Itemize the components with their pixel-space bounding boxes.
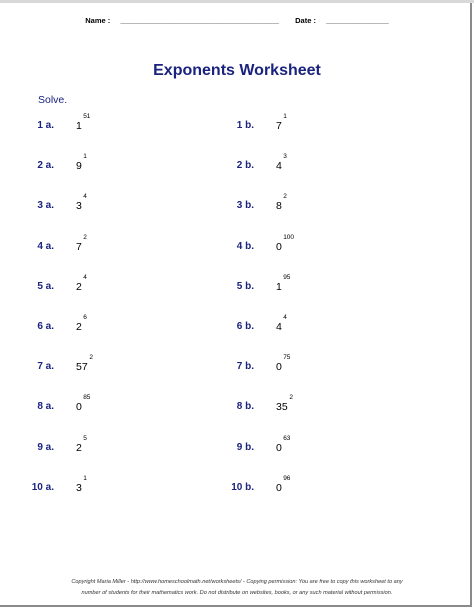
problem-label: 4 b. [236, 240, 254, 252]
problem-exponent: 1 [83, 474, 87, 482]
instructions: Solve. [38, 94, 68, 106]
problem-exponent: 6 [83, 314, 87, 321]
problem-label: 5 a. [37, 280, 54, 292]
problem-base: 1 [76, 120, 82, 132]
problem-item [224, 394, 344, 421]
problem-exponent: 51 [83, 113, 91, 120]
name-blank: ______________________________________ [120, 16, 279, 25]
name-date-line [0, 16, 474, 25]
problem-item [24, 193, 144, 220]
problem-item [224, 193, 344, 220]
problem-base: 0 [276, 240, 282, 253]
problem-exponent: 3 [283, 153, 287, 161]
problem-label: 2 b. [236, 160, 254, 172]
problem-item [24, 394, 144, 421]
page-top-border [0, 0, 474, 3]
problem-base: 0 [276, 481, 282, 494]
problem-base: 8 [276, 200, 282, 213]
problem-item [224, 273, 344, 301]
problem-label: 9 b. [236, 441, 254, 453]
problem-exponent: 75 [283, 354, 291, 362]
problem-exponent: 95 [283, 273, 291, 281]
problem-exponent: 2 [289, 394, 294, 402]
copyright-footer [30, 577, 444, 599]
problem-base: 2 [76, 321, 82, 333]
problem-base: 3 [76, 481, 82, 494]
problem-base: 35 [276, 401, 288, 414]
date-label: Date : [295, 16, 316, 25]
problem-item [24, 314, 144, 341]
problem-item [224, 153, 344, 180]
problem-item [24, 233, 144, 261]
problem-exponent: 63 [283, 434, 291, 442]
problem-item [24, 113, 144, 140]
problem-item [224, 354, 344, 381]
problem-exponent: 2 [283, 193, 287, 201]
problem-label: 4 a. [37, 240, 54, 252]
footer-line-1: Copyright Maria Miller - http://www.homeschoolmath.net/worksheets/ - Copying permission: You are free to copy this worksheet to any [71, 579, 403, 585]
problem-item [224, 233, 344, 261]
problem-base: 0 [276, 361, 282, 374]
worksheet-title: Exponents Worksheet [153, 62, 321, 79]
problem-item [24, 434, 144, 462]
problem-exponent: 4 [283, 314, 287, 321]
problem-label: 8 a. [37, 401, 54, 413]
problem-label: 5 b. [236, 280, 254, 292]
problem-label: 1 a. [37, 120, 54, 131]
problem-base: 1 [276, 280, 282, 293]
problem-exponent: 2 [83, 233, 87, 241]
problem-item [224, 113, 344, 140]
problem-label: 7 b. [236, 361, 254, 373]
problem-base: 57 [76, 361, 88, 374]
problem-label: 10 b. [231, 481, 254, 493]
problem-item [224, 474, 344, 502]
problem-label: 8 b. [236, 401, 254, 413]
problem-exponent: 2 [89, 354, 94, 362]
problem-label: 6 a. [37, 321, 54, 332]
problem-label: 6 b. [236, 321, 254, 332]
problem-base: 9 [76, 160, 82, 173]
problem-base: 4 [276, 160, 282, 173]
problem-exponent: 4 [83, 273, 87, 281]
problem-exponent: 4 [83, 193, 87, 201]
problem-base: 4 [276, 321, 282, 333]
problem-label: 10 a. [31, 481, 54, 493]
problem-base: 2 [76, 441, 82, 454]
problem-exponent: 1 [83, 153, 87, 161]
problem-base: 3 [76, 200, 82, 213]
problem-base: 7 [76, 240, 82, 253]
problem-label: 3 a. [37, 200, 54, 212]
problem-label: 7 a. [37, 361, 54, 373]
name-label: Name : [85, 16, 111, 25]
problem-item [224, 314, 344, 341]
footer-line-2: number of students for their mathematics work. Do not distribute on websites, books, or any such material without permission. [81, 590, 393, 596]
problem-base: 2 [76, 280, 82, 293]
problem-label: 1 b. [236, 120, 254, 131]
problem-item [224, 434, 344, 462]
problem-base: 0 [276, 441, 282, 454]
problem-item [24, 354, 144, 381]
problem-exponent: 100 [283, 233, 295, 241]
problem-item [24, 474, 144, 502]
problem-base: 7 [276, 120, 282, 132]
problem-label: 3 b. [236, 200, 254, 212]
problem-base: 0 [76, 401, 82, 414]
date-blank: _______________ [326, 16, 389, 25]
problem-exponent: 5 [83, 434, 87, 442]
problem-item [24, 273, 144, 301]
problem-label: 2 a. [37, 160, 54, 172]
problem-label: 9 a. [37, 441, 54, 453]
problem-item [24, 153, 144, 180]
problem-exponent: 85 [83, 394, 91, 402]
problem-exponent: 96 [283, 474, 291, 482]
problem-exponent: 1 [283, 113, 287, 120]
